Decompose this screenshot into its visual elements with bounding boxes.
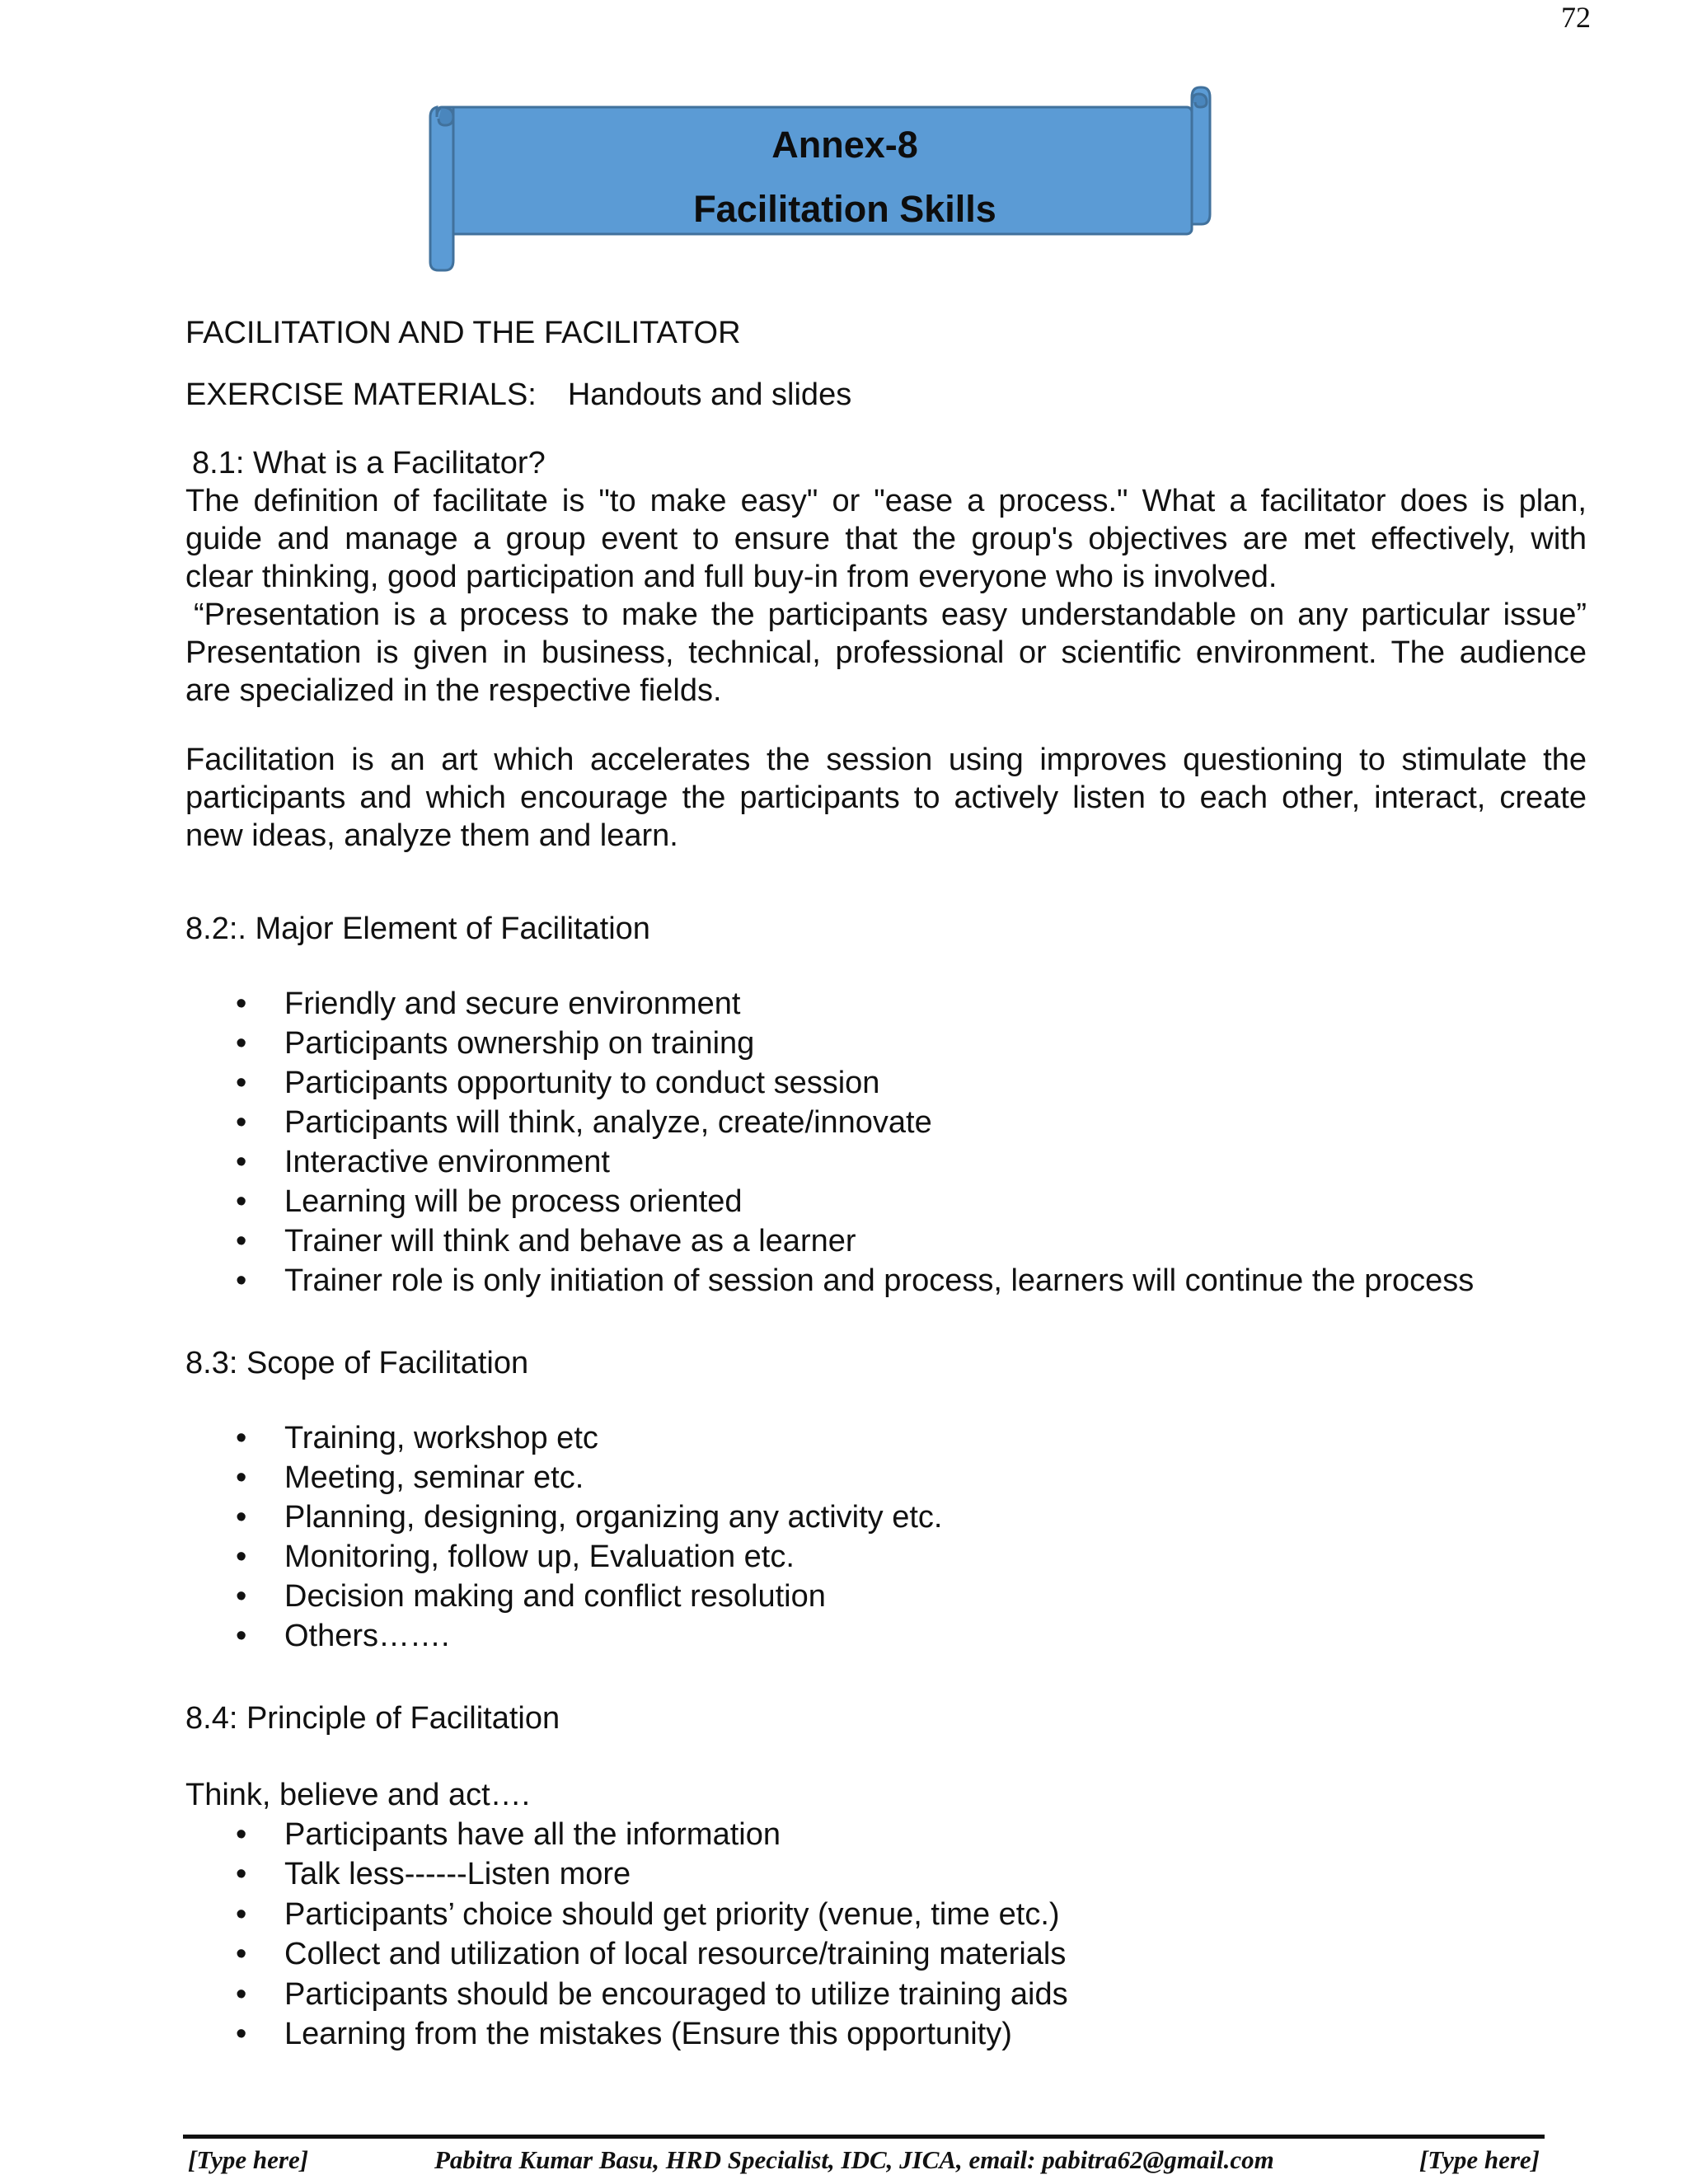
paragraph-line: “Presentation is a process to make the participants easy understandable on any particular issue” (194, 598, 1587, 632)
bullet-icon: • (236, 1460, 247, 1495)
paragraph-line: guide and manage a group event to ensure that the group's objectives are met effectively, with (185, 522, 1587, 556)
materials-value: Handouts and slides (567, 377, 852, 412)
list-item-text: Participants will think, analyze, create/innovate (284, 1105, 932, 1140)
bullet-icon: • (236, 1540, 247, 1574)
bullet-icon: • (236, 1263, 247, 1298)
definition-paragraph (185, 482, 1587, 596)
list-item-text: Monitoring, follow up, Evaluation etc. (284, 1540, 795, 1574)
paragraph-line: are specialized in the respective fields. (185, 673, 722, 708)
page-footer (183, 2145, 1545, 2178)
list-item-text: Planning, designing, organizing any activity etc. (284, 1500, 943, 1535)
list-item-text: Learning from the mistakes (Ensure this opportunity) (284, 2017, 1012, 2051)
section-heading: FACILITATION AND THE FACILITATOR (185, 316, 741, 350)
bullet-icon: • (236, 1184, 247, 1219)
list-item-text: Talk less------Listen more (284, 1857, 631, 1891)
list-item-text: Participants’ choice should get priority (venue, time etc.) (284, 1897, 1060, 1932)
bullet-icon: • (236, 1066, 247, 1100)
presentation-paragraph (185, 596, 1587, 710)
list-item-text: Interactive environment (284, 1145, 610, 1179)
bullet-icon: • (236, 1857, 247, 1891)
bullet-icon: • (236, 2017, 247, 2051)
list-item-text: Friendly and secure environment (284, 987, 741, 1021)
list-item-text: Others……. (284, 1619, 450, 1653)
paragraph-line: clear thinking, good participation and full buy-in from everyone who is involved. (185, 560, 1278, 594)
footer-right-placeholder: [Type here] (1418, 2145, 1540, 2174)
paragraph-line: Presentation is given in business, technical, professional or scientific environment. The audience (185, 635, 1587, 670)
page-number: 72 (1561, 1, 1591, 34)
annex-label: Annex-8 (771, 124, 918, 166)
exercise-materials (185, 377, 851, 413)
section-8-1-title: 8.1: What is a Facilitator? (192, 446, 546, 480)
bullet-icon: • (236, 1897, 247, 1932)
section-8-2-title: 8.2:. Major Element of Facilitation (185, 912, 650, 946)
list-item-text: Participants have all the information (284, 1817, 781, 1852)
section-8-3-title: 8.3: Scope of Facilitation (185, 1346, 529, 1380)
bullet-icon: • (236, 1817, 247, 1852)
paragraph-line: The definition of facilitate is "to make easy" or "ease a process." What a facilitator does is plan, (185, 484, 1587, 518)
bullet-icon: • (236, 1500, 247, 1535)
list-item-text: Trainer role is only initiation of session and process, learners will continue the process (284, 1263, 1475, 1298)
paragraph-line: new ideas, analyze them and learn. (185, 818, 678, 853)
bullet-icon: • (236, 987, 247, 1021)
footer-left-placeholder: [Type here] (188, 2145, 309, 2174)
section-8-4-title: 8.4: Principle of Facilitation (185, 1701, 560, 1736)
principle-intro: Think, believe and act…. (185, 1778, 531, 1812)
list-item-text: Meeting, seminar etc. (284, 1460, 584, 1495)
bullet-icon: • (236, 1145, 247, 1179)
footer-author-credit: Pabitra Kumar Basu, HRD Specialist, IDC, JICA, email: pabitra62@gmail.com (434, 2145, 1274, 2174)
bullet-icon: • (236, 1977, 247, 2012)
list-item-text: Decision making and conflict resolution (284, 1579, 826, 1614)
bullet-icon: • (236, 1937, 247, 1971)
title-banner (429, 82, 1212, 272)
list-item-text: Participants ownership on training (284, 1026, 755, 1061)
list-item-text: Collect and utilization of local resource/training materials (284, 1937, 1067, 1971)
paragraph-line: participants and which encourage the participants to actively listen to each other, interact, create (185, 780, 1587, 815)
bullet-icon: • (236, 1224, 247, 1258)
bullet-icon: • (236, 1421, 247, 1455)
paragraph-line: Facilitation is an art which accelerates the session using improves questioning to stimulate the (185, 743, 1587, 777)
list-item-text: Participants opportunity to conduct session (284, 1066, 880, 1100)
list-item-text: Participants should be encouraged to utilize training aids (284, 1977, 1068, 2012)
list-item-text: Training, workshop etc (284, 1421, 598, 1455)
bullet-icon: • (236, 1105, 247, 1140)
bullet-icon: • (236, 1026, 247, 1061)
bullet-icon: • (236, 1619, 247, 1653)
page-title: Facilitation Skills (693, 188, 996, 230)
facilitation-paragraph (185, 741, 1587, 855)
footer-rule (183, 2135, 1545, 2139)
list-item-text: Trainer will think and behave as a learner (284, 1224, 856, 1258)
materials-label: EXERCISE MATERIALS: (185, 377, 537, 412)
list-item-text: Learning will be process oriented (284, 1184, 743, 1219)
bullet-icon: • (236, 1579, 247, 1614)
